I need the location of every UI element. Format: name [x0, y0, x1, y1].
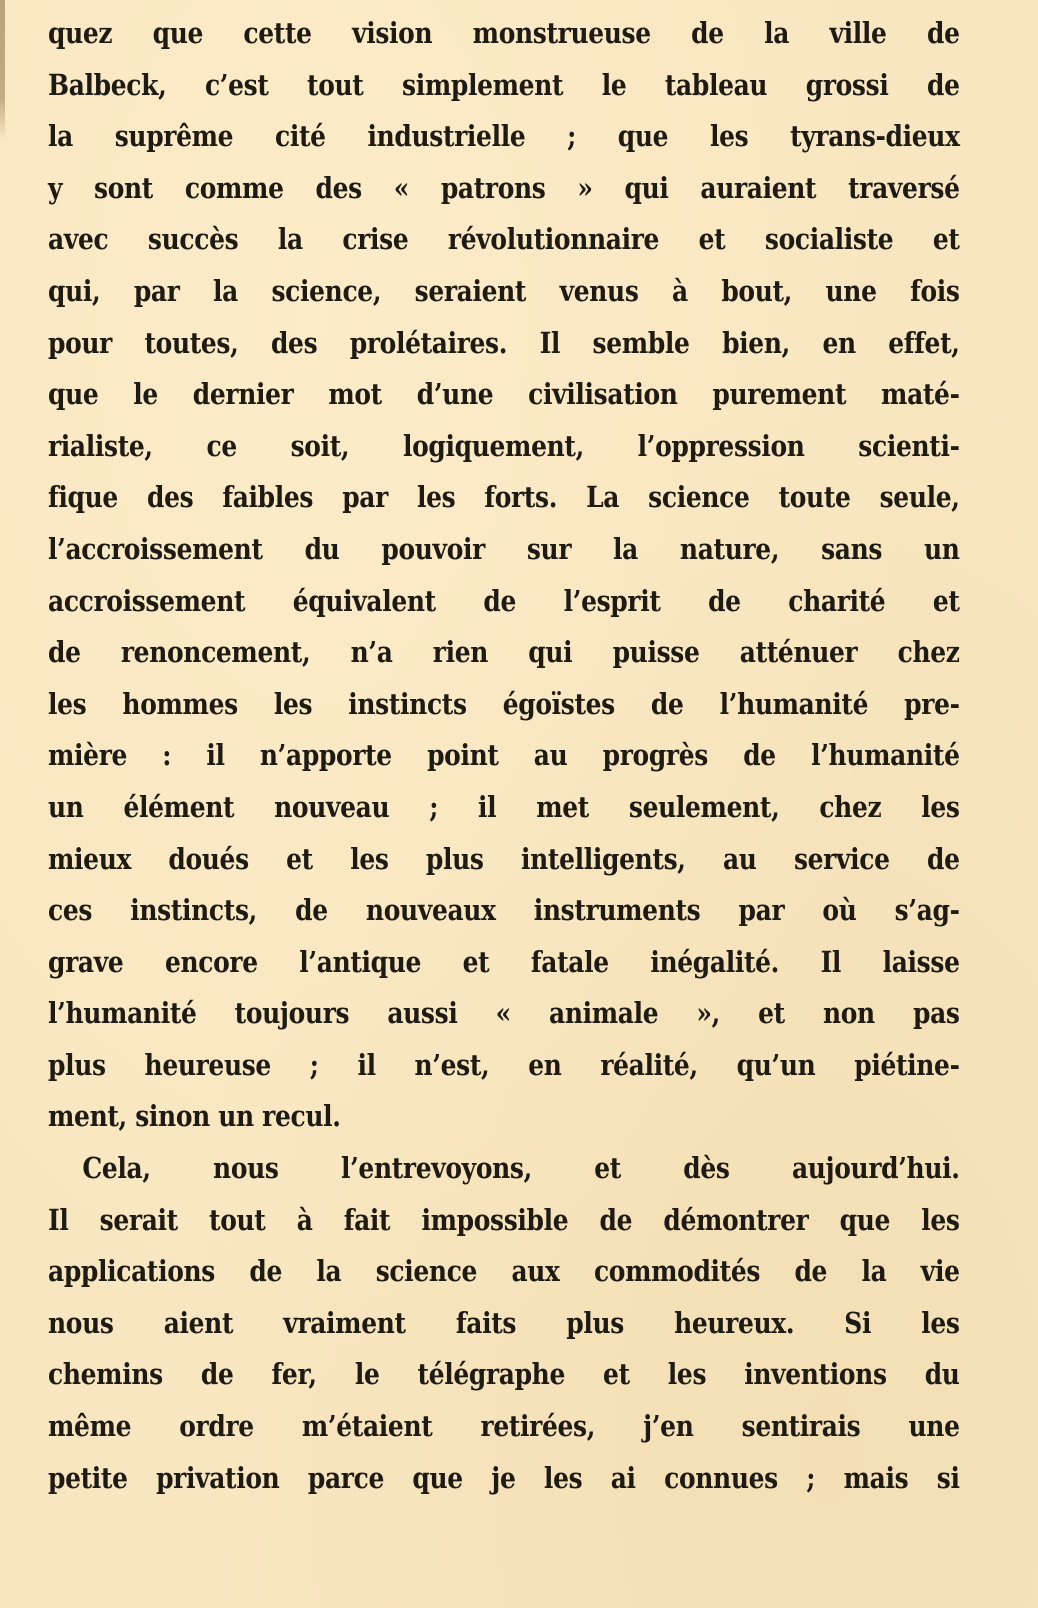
text-line: de renoncement, n’a rien qui puisse atténuer chez: [48, 635, 960, 670]
binding-edge-shadow: [0, 0, 5, 140]
body-text: [48, 8, 960, 1504]
text-line: l’accroissement du pouvoir sur la nature, sans un: [48, 531, 960, 566]
text-line: la suprême cité industrielle ; que les tyrans-dieux: [48, 119, 960, 154]
text-line: ces instincts, de nouveaux instruments par où s’ag-: [48, 893, 960, 928]
text-line: applications de la science aux commodités de la vie: [48, 1254, 960, 1289]
text-line: avec succès la crise révolutionnaire et socialiste et: [48, 222, 960, 257]
text-line: petite privation parce que je les ai connues ; mais si: [48, 1460, 960, 1495]
text-line: grave encore l’antique et fatale inégalité. Il laisse: [48, 944, 960, 979]
text-line-paragraph-end: ment, sinon un recul.: [48, 1099, 341, 1134]
text-line: mieux doués et les plus intelligents, au service de: [48, 841, 960, 876]
text-line: pour toutes, des prolétaires. Il semble bien, en effet,: [48, 325, 960, 360]
text-line: chemins de fer, le télégraphe et les inventions du: [48, 1357, 960, 1392]
text-line: Il serait tout à fait impossible de démontrer que les: [48, 1202, 960, 1237]
text-line: y sont comme des « patrons » qui auraient traversé: [48, 170, 960, 205]
text-line: Balbeck, c’est tout simplement le tableau grossi de: [48, 67, 960, 102]
text-line: nous aient vraiment faits plus heureux. Si les: [48, 1305, 960, 1340]
text-line-paragraph-start: Cela, nous l’entrevoyons, et dès aujourd’hui.: [82, 1151, 960, 1186]
text-line: fique des faibles par les forts. La science toute seule,: [48, 480, 960, 515]
text-line: que le dernier mot d’une civilisation purement maté-: [48, 377, 960, 412]
text-line: accroissement équivalent de l’esprit de charité et: [48, 583, 960, 618]
text-line: même ordre m’étaient retirées, j’en sentirais une: [48, 1409, 960, 1444]
text-line: qui, par la science, seraient venus à bout, une fois: [48, 273, 960, 308]
text-line: l’humanité toujours aussi « animale », et non pas: [48, 996, 960, 1031]
text-line: rialiste, ce soit, logiquement, l’oppression scienti-: [48, 428, 960, 463]
text-line: les hommes les instincts égoïstes de l’humanité pre-: [48, 686, 960, 721]
text-line: quez que cette vision monstrueuse de la ville de: [48, 16, 960, 50]
text-line: plus heureuse ; il n’est, en réalité, qu’un piétine-: [48, 1047, 960, 1082]
text-line: un élément nouveau ; il met seulement, chez les: [48, 789, 960, 824]
text-line: mière : il n’apporte point au progrès de l’humanité: [48, 738, 960, 773]
